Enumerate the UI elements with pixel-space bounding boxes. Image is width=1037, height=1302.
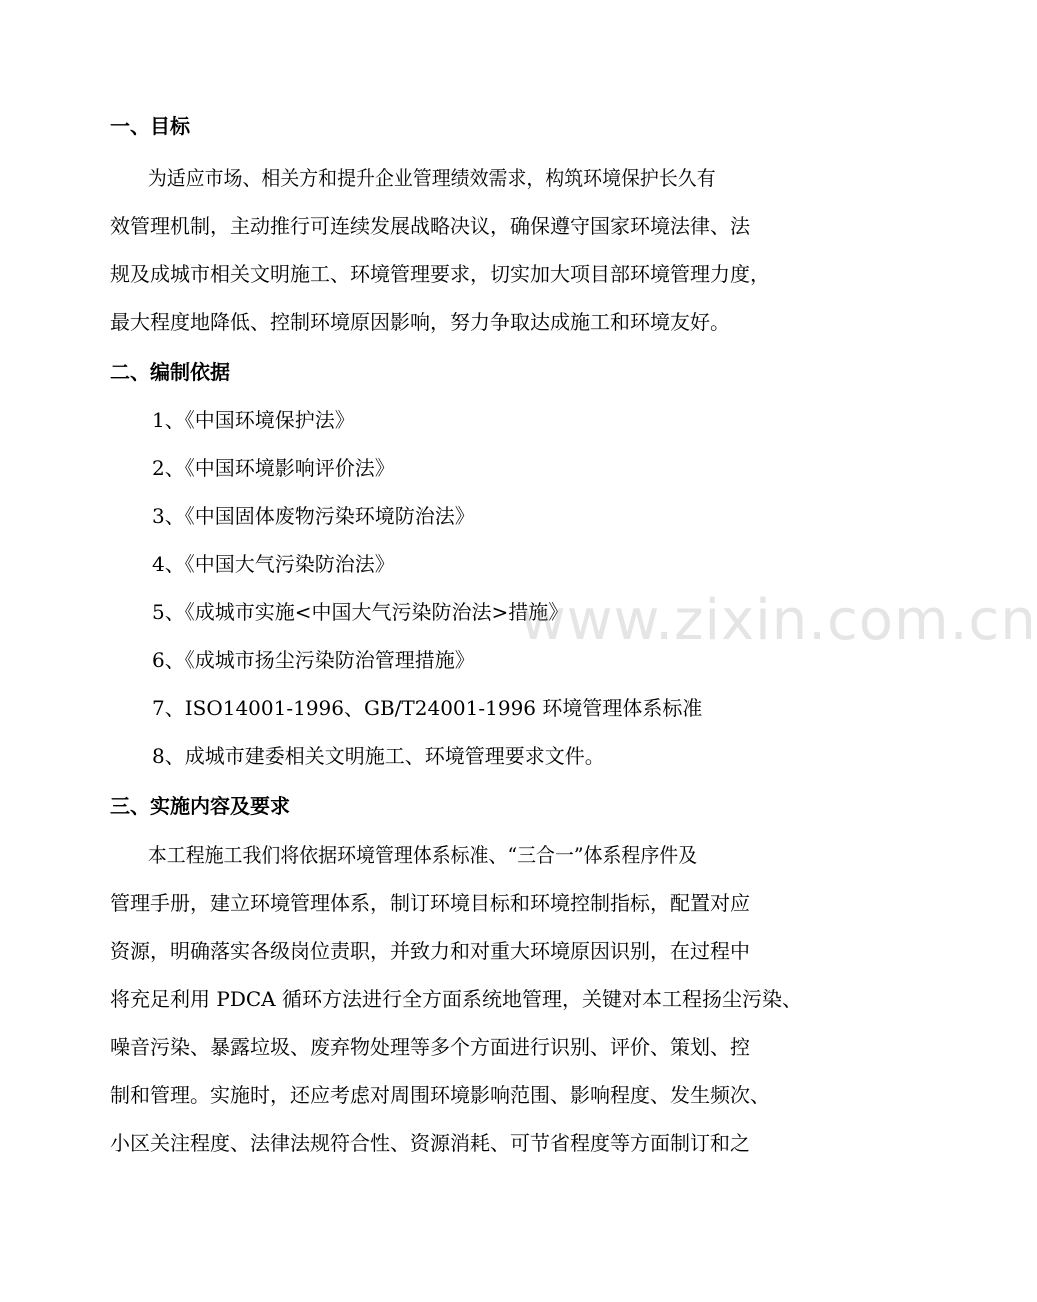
section-heading-goal: 一、目标 — [110, 114, 190, 138]
list-item: 3、《中国固体废物污染环境防治法》 — [152, 504, 475, 528]
section-heading-implementation: 三、实施内容及要求 — [110, 794, 290, 818]
list-item: 7、ISO14001-1996、GB/T24001-1996 环境管理体系标准 — [152, 696, 703, 720]
list-item: 5、《成城市实施<中国大气污染防治法>措施》 — [152, 600, 569, 624]
list-item: 1、《中国环境保护法》 — [152, 408, 355, 432]
paragraph-line: 小区关注程度、法律法规符合性、资源消耗、可节省程度等方面制订和之 — [110, 1131, 750, 1155]
list-item: 6、《成城市扬尘污染防治管理措施》 — [152, 648, 475, 672]
paragraph-line: 为适应市场、相关方和提升企业管理绩效需求，构筑环境保护长久有 — [147, 166, 716, 190]
paragraph-line: 最大程度地降低、控制环境原因影响，努力争取达成施工和环境友好。 — [110, 310, 730, 334]
list-item: 4、《中国大气污染防治法》 — [152, 552, 395, 576]
list-item: 2、《中国环境影响评价法》 — [152, 456, 395, 480]
paragraph-line: 制和管理。实施时，还应考虑对周围环境影响范围、影响程度、发生频次、 — [110, 1083, 770, 1107]
paragraph-line: 管理手册，建立环境管理体系，制订环境目标和环境控制指标，配置对应 — [110, 891, 750, 915]
section-heading-basis: 二、编制依据 — [110, 360, 230, 384]
list-item: 8、成城市建委相关文明施工、环境管理要求文件。 — [152, 744, 605, 768]
paragraph-line: 本工程施工我们将依据环境管理体系标准、“三合一”体系程序件及 — [147, 843, 698, 867]
paragraph-line: 噪音污染、暴露垃圾、废弃物处理等多个方面进行识别、评价、策划、控 — [110, 1035, 750, 1059]
paragraph-line: 效管理机制，主动推行可连续发展战略决议，确保遵守国家环境法律、法 — [110, 214, 750, 238]
paragraph-line: 资源，明确落实各级岗位责职，并致力和对重大环境原因识别，在过程中 — [110, 939, 750, 963]
paragraph-line: 规及成城市相关文明施工、环境管理要求，切实加大项目部环境管理力度， — [110, 262, 770, 286]
paragraph-line: 将充足利用 PDCA 循环方法进行全方面系统地管理，关键对本工程扬尘污染、 — [110, 987, 802, 1011]
watermark: www.zixin.com.cn — [520, 588, 1037, 653]
